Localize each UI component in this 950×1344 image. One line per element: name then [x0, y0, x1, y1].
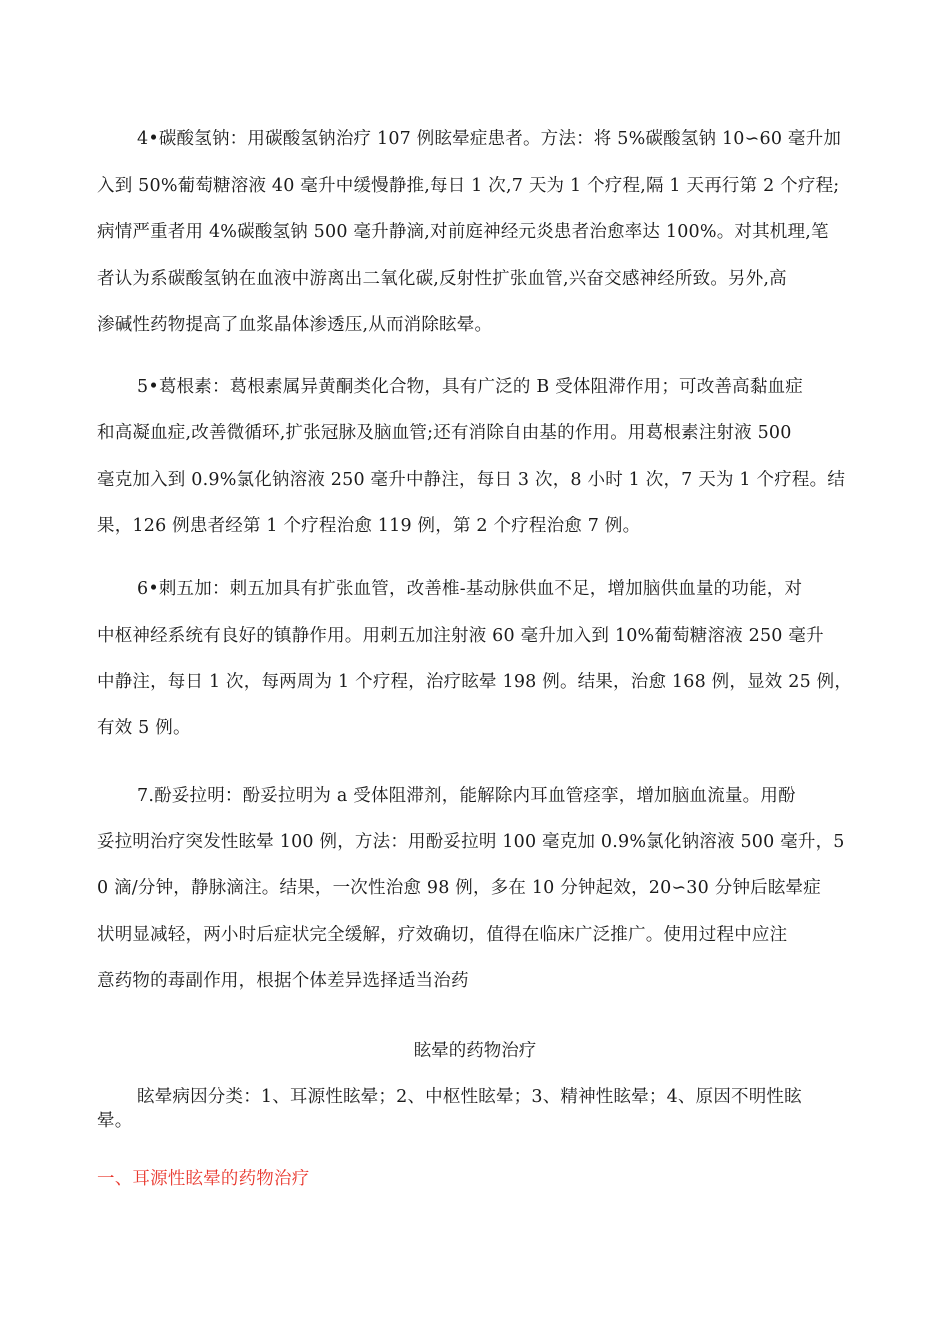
classification-line-1: 眩晕病因分类：1、耳源性眩晕；2、中枢性眩晕；3、精神性眩晕；4、原因不明性眩	[137, 1087, 802, 1107]
paragraph-4-line-2: 入到 50%葡萄糖溶液 40 毫升中缓慢静推,每日 1 次,7 天为 1 个疗程,隔 1 天再行第 2 个疗程;	[97, 176, 840, 196]
paragraph-7-line-3: 0 滴/分钟，静脉滴注。结果，一次性治愈 98 例，多在 10 分钟起效，20∽30 分钟后眩晕症	[97, 878, 821, 898]
paragraph-6-line-4: 有效 5 例。	[97, 718, 191, 738]
paragraph-4-line-5: 渗碱性药物提高了血浆晶体渗透压,从而消除眩晕。	[97, 315, 493, 335]
paragraph-7-line-4: 状明显减轻，两小时后症状完全缓解，疗效确切，值得在临床广泛推广。使用过程中应注	[97, 925, 788, 945]
paragraph-4-line-1: 4•碳酸氢钠：用碳酸氢钠治疗 107 例眩晕症患者。方法：将 5%碳酸氢钠 10∽60 毫升加	[137, 129, 842, 149]
paragraph-5-line-3: 毫克加入到 0.9%氯化钠溶液 250 毫升中静注，每日 3 次，8 小时 1 次，7 天为 1 个疗程。结	[97, 470, 846, 490]
paragraph-4-line-4: 者认为系碳酸氢钠在血液中游离出二氧化碳,反射性扩张血管,兴奋交感神经所致。另外,高	[97, 269, 787, 289]
paragraph-4-line-3: 病情严重者用 4%碳酸氢钠 500 毫升静滴,对前庭神经元炎患者治愈率达 100%。对其机理,笔	[97, 222, 829, 242]
paragraph-5-line-4: 果，126 例患者经第 1 个疗程治愈 119 例，第 2 个疗程治愈 7 例。	[97, 516, 641, 536]
paragraph-6-line-1: 6•刺五加：刺五加具有扩张血管，改善椎-基动脉供血不足，增加脑供血量的功能，对	[137, 579, 803, 599]
paragraph-7-line-1: 7.酚妥拉明：酚妥拉明为 a 受体阻滞剂，能解除内耳血管痉挛，增加脑血流量。用酚	[137, 786, 796, 806]
paragraph-7-line-5: 意药物的毒副作用，根据个体差异选择适当治药	[97, 971, 469, 991]
paragraph-7-line-2: 妥拉明治疗突发性眩晕 100 例，方法：用酚妥拉明 100 毫克加 0.9%氯化钠溶液 500 毫升，5	[97, 832, 845, 852]
classification-line-2: 晕。	[97, 1111, 133, 1131]
heading-otogenic-vertigo: 一、耳源性眩晕的药物治疗	[97, 1169, 310, 1189]
paragraph-5-line-2: 和高凝血症,改善微循环,扩张冠脉及脑血管;还有消除自由基的作用。用葛根素注射液 500	[97, 423, 792, 443]
paragraph-5-line-1: 5•葛根素：葛根素属异黄酮类化合物，具有广泛的 B 受体阻滞作用；可改善高黏血症	[137, 377, 803, 397]
paragraph-6-line-2: 中枢神经系统有良好的镇静作用。用刺五加注射液 60 毫升加入到 10%葡萄糖溶液 250 毫升	[97, 626, 824, 646]
section-title: 眩晕的药物治疗	[413, 1041, 537, 1061]
paragraph-6-line-3: 中静注，每日 1 次，每两周为 1 个疗程，治疗眩晕 198 例。结果，治愈 168 例，显效 25 例，	[97, 672, 853, 692]
